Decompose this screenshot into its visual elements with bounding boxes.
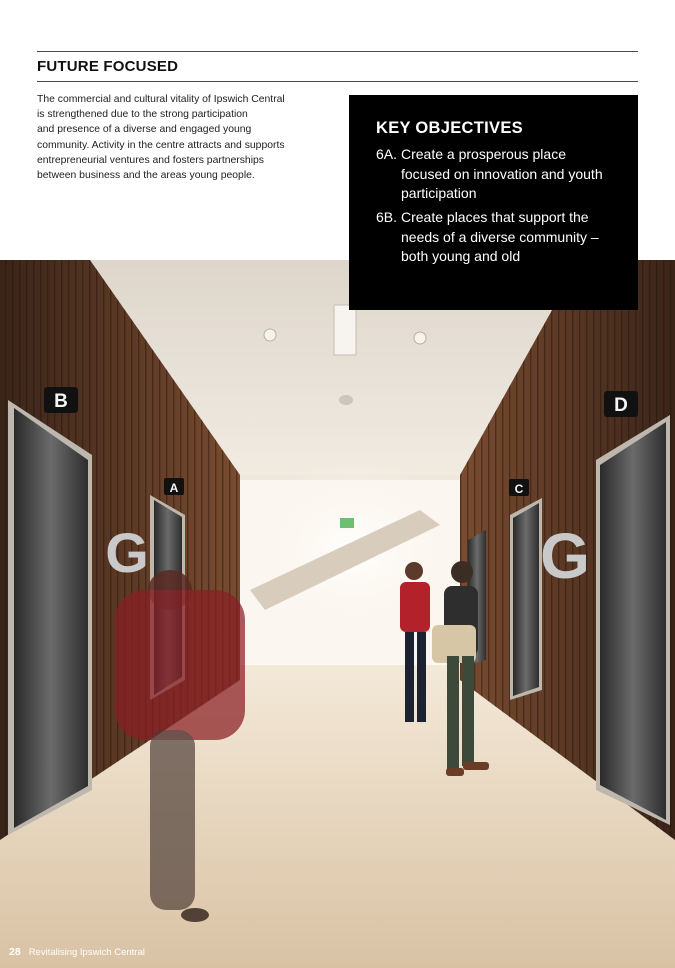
section-heading: FUTURE FOCUSED [37,58,179,75]
objective-text: Create places that support the needs of a diverse community – both young and old [401,209,599,264]
intro-line: and presence of a diverse and engaged young [37,124,252,136]
sign-b-label: B [54,391,68,412]
intro-line: community. Activity in the centre attracts and supports [37,139,285,151]
objective-number: 6A. [376,146,398,162]
objective-number: 6B. [376,209,398,225]
top-rule [37,51,638,52]
intro-line: between business and the areas young people. [37,170,255,182]
objective-text: Create a prosperous place focused on innovation and youth participation [401,146,603,201]
sign-g-left: G [105,521,149,584]
sign-c-label: C [514,482,524,496]
page-number: 28 [9,946,21,958]
key-objectives-box [349,95,638,310]
lobby-photo [0,260,675,968]
key-objectives-title: KEY OBJECTIVES [376,119,523,137]
lobby-illustration [0,260,675,968]
intro-line: is strengthened due to the strong participation [37,109,248,121]
heading-underline [37,81,638,82]
intro-paragraph [37,92,329,183]
intro-line: entrepreneurial ventures and fosters partnerships [37,154,264,166]
objective-item [376,145,606,204]
intro-line: The commercial and cultural vitality of Ipswich Central [37,94,285,105]
sign-d-label: D [614,395,628,416]
page-footer [9,946,145,958]
publication-title: Revitalising Ipswich Central [28,947,145,958]
objective-item [376,208,606,267]
sign-g-right: G [540,520,590,592]
sign-a-label: A [169,481,179,495]
